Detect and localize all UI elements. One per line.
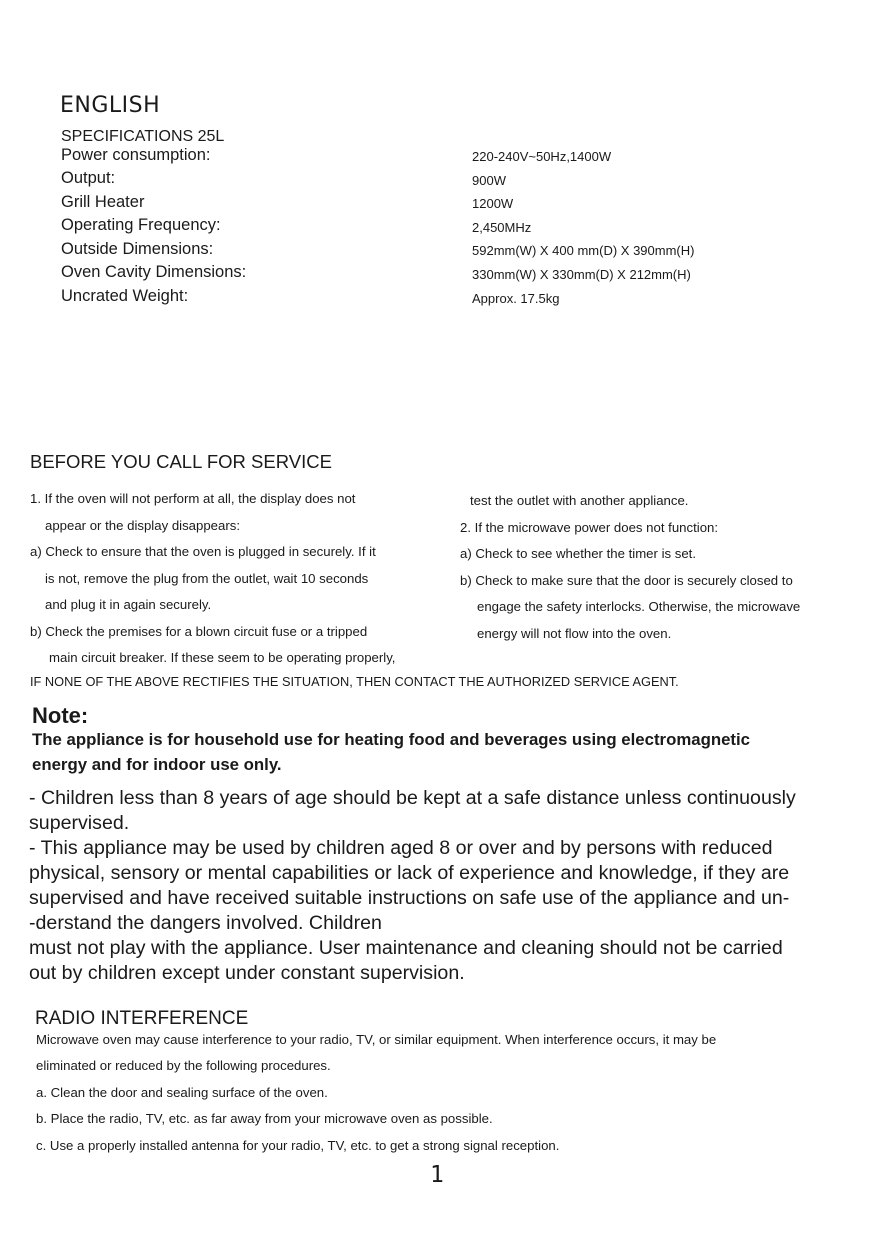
service-title: BEFORE YOU CALL FOR SERVICE (30, 451, 332, 472)
service-line: a) Check to see whether the timer is set. (460, 546, 697, 561)
spec-value: 592mm(W) X 400 mm(D) X 390mm(H) (472, 243, 695, 258)
page-number: 1 (430, 1162, 444, 1188)
note-bold-line: energy and for indoor use only. (32, 755, 282, 774)
spec-value: 1200W (472, 196, 514, 211)
warning-line: physical, sensory or mental capabilities or lack of experience and knowledge, if they are (29, 862, 790, 884)
service-footer: IF NONE OF THE ABOVE RECTIFIES THE SITUATION, THEN CONTACT THE AUTHORIZED SERVICE AGENT. (30, 674, 679, 689)
warning-line: supervised and have received suitable instructions on safe use of the appliance and un- (29, 887, 790, 909)
service-line: test the outlet with another appliance. (470, 493, 689, 508)
spec-label: Oven Cavity Dimensions: (61, 263, 247, 281)
warning-line: supervised. (29, 812, 130, 834)
warning-line: -derstand the dangers involved. Children (29, 912, 382, 934)
spec-label: Power consumption: (61, 146, 211, 164)
warning-line: - This appliance may be used by children aged 8 or over and by persons with reduced (29, 837, 773, 859)
spec-value: 330mm(W) X 330mm(D) X 212mm(H) (472, 267, 691, 282)
warning-line: out by children except under constant supervision. (29, 962, 465, 984)
service-line: and plug it in again securely. (45, 597, 212, 612)
specifications-title: SPECIFICATIONS 25L (61, 128, 225, 145)
radio-line: b. Place the radio, TV, etc. as far away from your microwave oven as possible. (36, 1111, 493, 1126)
warning-line: - Children less than 8 years of age should be kept at a safe distance unless continuously (29, 787, 796, 809)
spec-label: Operating Frequency: (61, 216, 221, 234)
service-line: appear or the display disappears: (45, 518, 241, 533)
service-line: 1. If the oven will not perform at all, the display does not (30, 491, 356, 506)
service-line: energy will not flow into the oven. (477, 626, 672, 641)
radio-line: Microwave oven may cause interference to your radio, TV, or similar equipment. When interference occurs, it may be (36, 1032, 717, 1047)
service-line: b) Check to make sure that the door is securely closed to (460, 573, 793, 588)
warning-line: must not play with the appliance. User maintenance and cleaning should not be carried (29, 937, 783, 959)
spec-label: Output: (61, 169, 116, 187)
spec-value: 220-240V~50Hz,1400W (472, 149, 612, 164)
service-line: engage the safety interlocks. Otherwise, the microwave (477, 599, 801, 614)
radio-line: c. Use a properly installed antenna for your radio, TV, etc. to get a strong signal reception. (36, 1138, 560, 1153)
radio-title: RADIO INTERFERENCE (35, 1008, 249, 1029)
language-heading: ENGLISH (60, 93, 161, 118)
spec-value: Approx. 17.5kg (472, 291, 560, 306)
note-title: Note: (32, 703, 89, 728)
service-line: b) Check the premises for a blown circuit fuse or a tripped (30, 624, 368, 639)
service-line: 2. If the microwave power does not function: (460, 520, 719, 535)
service-line: is not, remove the plug from the outlet, wait 10 seconds (45, 571, 369, 586)
spec-label: Grill Heater (61, 193, 145, 211)
spec-label: Outside Dimensions: (61, 240, 214, 258)
note-bold-line: The appliance is for household use for heating food and beverages using electromagnetic (32, 730, 750, 749)
spec-value: 900W (472, 173, 506, 188)
spec-value: 2,450MHz (472, 220, 532, 235)
radio-line: a. Clean the door and sealing surface of the oven. (36, 1085, 328, 1100)
spec-label: Uncrated Weight: (61, 287, 189, 305)
service-line: main circuit breaker. If these seem to be operating properly, (49, 650, 396, 665)
radio-line: eliminated or reduced by the following procedures. (36, 1058, 331, 1073)
service-line: a) Check to ensure that the oven is plugged in securely. If it (30, 544, 376, 559)
